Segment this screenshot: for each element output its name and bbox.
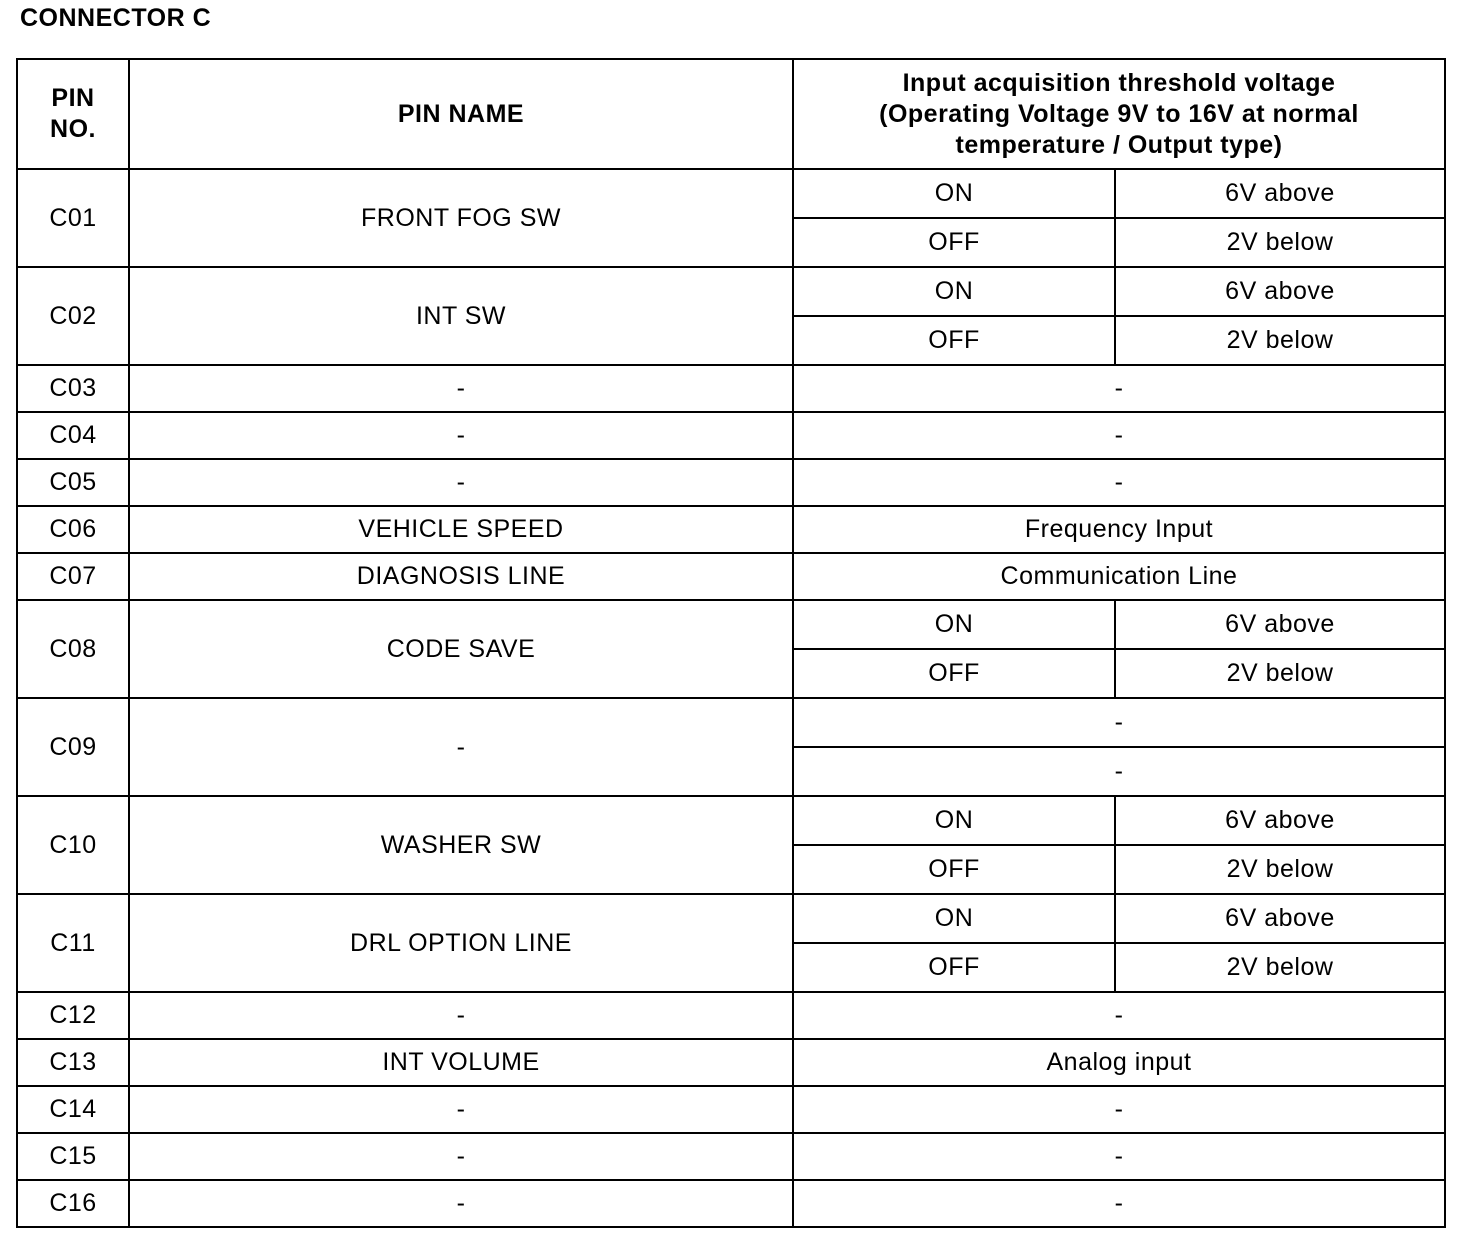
pin-cell: C09 [17,698,129,796]
pin-name-cell: - [129,1133,793,1180]
page-title: CONNECTOR C [20,4,212,32]
state-cell: OFF [793,649,1115,698]
threshold-cell: 6V above [1115,600,1445,649]
threshold-cell: - [793,412,1445,459]
pin-cell: C05 [17,459,129,506]
header-threshold-line3: temperature / Output type) [955,130,1283,159]
table-row [17,506,1445,553]
table-row [17,1180,1445,1227]
threshold-cell: 2V below [1115,649,1445,698]
pin-cell: C13 [17,1039,129,1086]
state-cell: OFF [793,845,1115,894]
threshold-cell: Analog input [793,1039,1445,1086]
threshold-cell: 6V above [1115,796,1445,845]
pin-name-cell: - [129,1086,793,1133]
header-threshold-line1: Input acquisition threshold voltage [902,68,1336,97]
threshold-cell: 2V below [1115,845,1445,894]
pin-name-cell: INT VOLUME [129,1039,793,1086]
state-cell: ON [793,169,1115,218]
pin-name-cell: - [129,412,793,459]
threshold-cell: 6V above [1115,169,1445,218]
state-cell: OFF [793,218,1115,267]
table-row [17,553,1445,600]
threshold-cell: - [793,1133,1445,1180]
table-row [17,459,1445,506]
pin-name-cell: WASHER SW [129,796,793,894]
pin-name-cell: FRONT FOG SW [129,169,793,267]
pin-name-cell: DRL OPTION LINE [129,894,793,992]
pin-cell: C08 [17,600,129,698]
threshold-cell: - [793,365,1445,412]
state-cell: ON [793,894,1115,943]
pin-name-cell: - [129,365,793,412]
header-pin-no-line1: PIN [51,84,95,112]
threshold-cell: 6V above [1115,894,1445,943]
state-cell: OFF [793,316,1115,365]
threshold-cell: 2V below [1115,943,1445,992]
pin-name-cell: VEHICLE SPEED [129,506,793,553]
pin-cell: C11 [17,894,129,992]
pin-cell: C16 [17,1180,129,1227]
threshold-cell: 6V above [1115,267,1445,316]
threshold-cell: - [793,1086,1445,1133]
state-cell: ON [793,796,1115,845]
header-threshold-line2: (Operating Voltage 9V to 16V at normal [879,99,1359,128]
table-row [17,992,1445,1039]
table-row [17,698,1445,747]
table-row [17,1086,1445,1133]
state-cell: OFF [793,943,1115,992]
threshold-cell: - [793,992,1445,1039]
table-row [17,365,1445,412]
header-pin-no-line2: NO. [50,115,96,143]
threshold-cell: - [793,1180,1445,1227]
header-threshold [793,59,1445,169]
pin-cell: C14 [17,1086,129,1133]
table-row [17,1133,1445,1180]
threshold-cell: 2V below [1115,316,1445,365]
pin-name-cell: DIAGNOSIS LINE [129,553,793,600]
pin-name-cell: - [129,459,793,506]
header-pin-no [17,59,129,169]
threshold-cell: 2V below [1115,218,1445,267]
state-cell: ON [793,267,1115,316]
pin-cell: C04 [17,412,129,459]
pin-cell: C15 [17,1133,129,1180]
table-row [17,412,1445,459]
threshold-cell: Communication Line [793,553,1445,600]
table-row [17,169,1445,218]
threshold-cell: - [793,747,1445,796]
state-cell: ON [793,600,1115,649]
pin-name-cell: INT SW [129,267,793,365]
pin-cell: C10 [17,796,129,894]
pin-name-cell: - [129,992,793,1039]
table-row [17,894,1445,943]
pin-cell: C03 [17,365,129,412]
threshold-cell: - [793,698,1445,747]
table-row [17,796,1445,845]
threshold-cell: - [793,459,1445,506]
pin-name-cell: CODE SAVE [129,600,793,698]
pin-cell: C02 [17,267,129,365]
pin-cell: C07 [17,553,129,600]
threshold-cell: Frequency Input [793,506,1445,553]
table-row [17,267,1445,316]
table-row [17,600,1445,649]
pin-cell: C01 [17,169,129,267]
table-row [17,1039,1445,1086]
connector-table [16,58,1446,1228]
header-pin-name: PIN NAME [129,59,793,169]
header-row [17,59,1445,169]
pin-cell: C12 [17,992,129,1039]
pin-name-cell: - [129,698,793,796]
pin-name-cell: - [129,1180,793,1227]
pin-cell: C06 [17,506,129,553]
